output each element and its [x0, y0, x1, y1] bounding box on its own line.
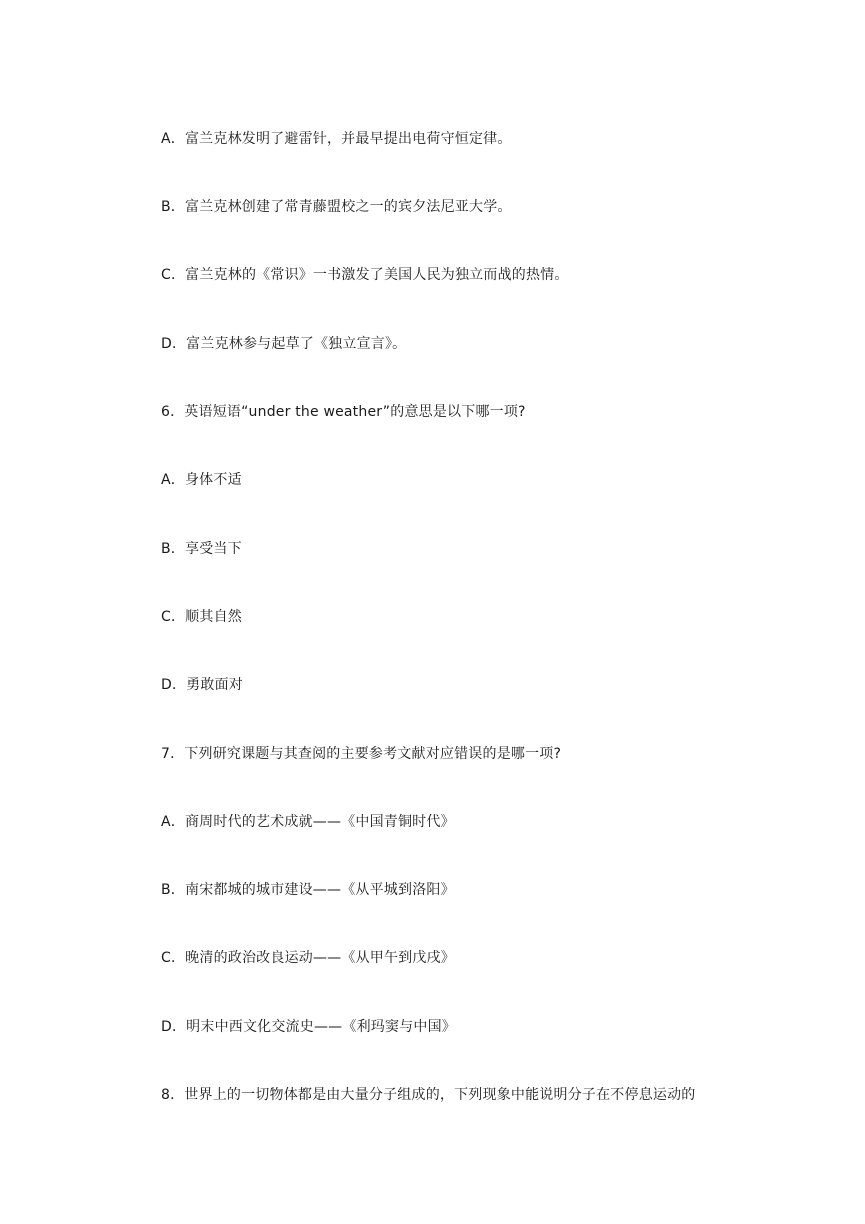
q7-option-b: B．南宋都城的城市建设——《从平城到洛阳》: [161, 882, 455, 898]
q5-option-c: C．富兰克林的《常识》一书激发了美国人民为独立而战的热情。: [161, 267, 569, 283]
q6-option-b: B．享受当下: [161, 541, 242, 557]
q6-option-a: A．身体不适: [161, 472, 242, 488]
question-6: 6．英语短语“under the weather”的意思是以下哪一项?: [161, 404, 526, 420]
q7-option-d: D．明末中西文化交流史——《利玛窦与中国》: [161, 1019, 456, 1035]
q7-option-a: A．商周时代的艺术成就——《中国青铜时代》: [161, 814, 455, 830]
q6-option-c: C．顺其自然: [161, 609, 242, 625]
q5-option-d: D．富兰克林参与起草了《独立宣言》。: [161, 336, 407, 352]
q6-option-d: D．勇敢面对: [161, 677, 243, 693]
q5-option-b: B．富兰克林创建了常青藤盟校之一的宾夕法尼亚大学。: [161, 199, 512, 215]
question-8: 8．世界上的一切物体都是由大量分子组成的，下列现象中能说明分子在不停息运动的: [161, 1087, 696, 1103]
question-7: 7．下列研究课题与其查阅的主要参考文献对应错误的是哪一项?: [161, 746, 562, 762]
q7-option-c: C．晚清的政治改良运动——《从甲午到戊戌》: [161, 950, 455, 966]
q5-option-a: A．富兰克林发明了避雷针，并最早提出电荷守恒定律。: [161, 131, 512, 147]
